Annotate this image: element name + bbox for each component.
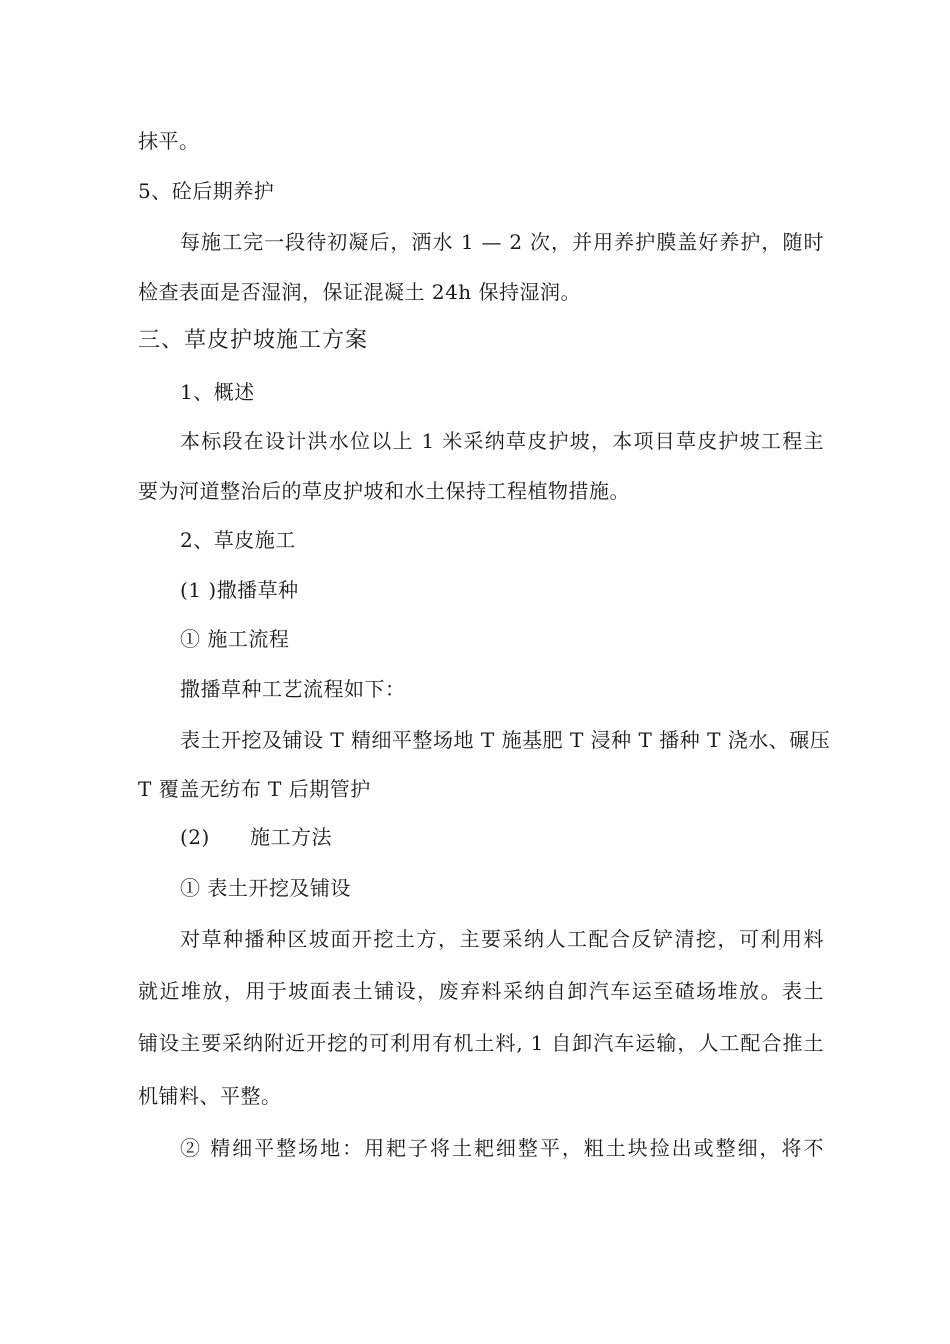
paragraph-line: 撒播草种工艺流程如下： <box>180 677 406 701</box>
item-heading: ① 表土开挖及铺设 <box>180 876 351 900</box>
paragraph-line: 检查表面是否湿润，保证混凝土 24h 保持湿润。 <box>138 280 582 304</box>
section-heading: 5、砼后期养护 <box>138 179 275 203</box>
paragraph-line: 就近堆放，用于坡面表土铺设，废弃料采纳自卸汽车运至碴场堆放。表土 <box>138 979 824 1003</box>
paragraph-line: 每施工完一段待初凝后，洒水 1 — 2 次，并用养护膜盖好养护，随时 <box>180 230 824 254</box>
process-flow-line: 表土开挖及铺设 T 精细平整场地 T 施基肥 T 浸种 T 播种 T 浇水、碾压 <box>180 728 831 752</box>
paragraph-line: 机铺料、平整。 <box>138 1084 282 1108</box>
item-heading <box>180 823 332 851</box>
paragraph-line: 要为河道整治后的草皮护坡和水土保持工程植物措施。 <box>138 479 630 503</box>
paragraph-line: 本标段在设计洪水位以上 1 米采纳草皮护坡，本项目草皮护坡工程主 <box>180 429 824 453</box>
item-heading: ① 施工流程 <box>180 627 290 651</box>
item-number: (2) <box>180 825 210 849</box>
paragraph-line: 铺设主要采纳附近开挖的可利用有机土料, 1 自卸汽车运输，人工配合推土 <box>138 1031 824 1055</box>
item-heading: (1 )撒播草种 <box>180 578 299 602</box>
process-flow-line: T 覆盖无纺布 T 后期管护 <box>138 777 371 801</box>
subsection-heading: 2、草皮施工 <box>180 528 296 552</box>
chapter-heading: 三、草皮护坡施工方案 <box>138 328 369 353</box>
paragraph-line: ② 精细平整场地：用耙子将土耙细整平，粗土块捡出或整细，将不 <box>180 1136 824 1160</box>
paragraph-line: 对草种播种区坡面开挖土方，主要采纳人工配合反铲清挖，可利用料 <box>180 927 824 951</box>
item-title: 施工方法 <box>250 825 332 849</box>
subsection-heading: 1、概述 <box>180 380 255 404</box>
paragraph-line: 抹平。 <box>138 129 200 153</box>
